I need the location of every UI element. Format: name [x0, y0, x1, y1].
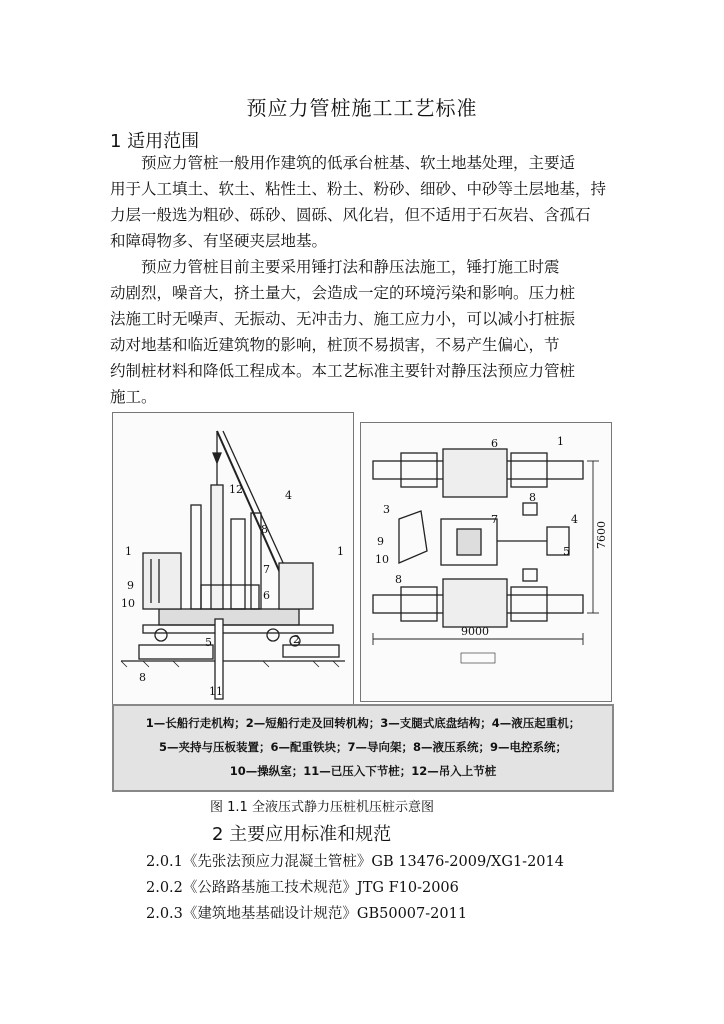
label: 8 [261, 523, 268, 536]
legend-row: 1—长船行走机构；2—短船行走及回转机构；3—支腿式底盘结构；4—液压起重机； [145, 716, 581, 730]
figure-legend [112, 704, 614, 792]
paragraph-line: 法施工时无噪声、无振动、无冲击力、施工应力小，可以减小打桩振 [110, 310, 576, 328]
section-1-heading: 1 适用范围 [110, 131, 200, 152]
label: 5 [563, 545, 570, 558]
label: 1 [337, 545, 344, 558]
label: 3 [383, 503, 390, 516]
label: 7 [491, 513, 498, 526]
label: 11 [209, 685, 223, 698]
paragraph-line: 施工。 [110, 388, 157, 406]
paragraph-line: 力层一般选为粗砂、砾砂、圆砾、风化岩，但不适用于石灰岩、含孤石 [110, 206, 591, 224]
label: 8 [529, 491, 536, 504]
section-1-paragraph-1 [110, 150, 620, 254]
paragraph-line: 预应力管桩目前主要采用锤打法和静压法施工，锤打施工时震 [110, 258, 560, 276]
label: 2 [293, 633, 300, 646]
paragraph-line: 预应力管桩一般用作建筑的低承台桩基、软土地基处理，主要适 [110, 154, 576, 172]
label: 5 [205, 636, 212, 649]
legend-row: 10—操纵室；11—已压入下节桩；12—吊入上节桩 [229, 764, 497, 778]
label: 1 [125, 545, 132, 558]
label: 10 [375, 553, 389, 566]
paragraph-line: 动对地基和临近建筑物的影响，桩顶不易损害，不易产生偏心，节 [110, 336, 560, 354]
label: 12 [229, 483, 243, 496]
label: 4 [571, 513, 578, 526]
document-title: 预应力管桩施工工艺标准 [246, 96, 478, 120]
paragraph-line: 约制桩材料和降低工程成本。本工艺标准主要针对静压法预应力管桩 [110, 362, 576, 380]
label: 8 [395, 573, 402, 586]
label: 6 [491, 437, 498, 450]
section-2-heading: 2 主要应用标准和规范 [212, 824, 392, 845]
dimension-height: 7600 [595, 521, 608, 549]
paragraph-line: 动剧烈，噪音大，挤土量大，会造成一定的环境污染和影响。压力桩 [110, 284, 576, 302]
label: 9 [377, 535, 384, 548]
elevation-drawing [113, 413, 353, 705]
standard-item: 2.0.2《公路路基施工技术规范》JTG F10-2006 [146, 880, 459, 896]
paragraph-line: 和障碍物多、有坚硬夹层地基。 [110, 232, 328, 250]
standard-item: 2.0.1《先张法预应力混凝土管桩》GB 13476-2009/XG1-2014 [146, 854, 564, 870]
paragraph-line: 用于人工填土、软土、粘性土、粉土、粉砂、细砂、中砂等土层地基，持 [110, 180, 607, 198]
legend-row: 5—夹持与压板装置；6—配重铁块；7—导向架；8—液压系统；9—电控系统； [158, 740, 567, 754]
pile-driver-plan-figure [360, 422, 612, 702]
label: 9 [127, 579, 134, 592]
standard-item: 2.0.3《建筑地基基础设计规范》GB50007-2011 [146, 906, 468, 922]
section-1-paragraph-2 [110, 254, 620, 410]
label: 1 [557, 435, 564, 448]
figure-caption: 图 1.1 全液压式静力压桩机压桩示意图 [210, 800, 434, 815]
label: 7 [263, 563, 270, 576]
label: 4 [285, 489, 292, 502]
label: 8 [139, 671, 146, 684]
label: 10 [121, 597, 135, 610]
dimension-width: 9000 [461, 625, 489, 638]
plan-drawing [361, 423, 611, 701]
pile-driver-elevation-figure [112, 412, 354, 706]
label: 6 [263, 589, 270, 602]
